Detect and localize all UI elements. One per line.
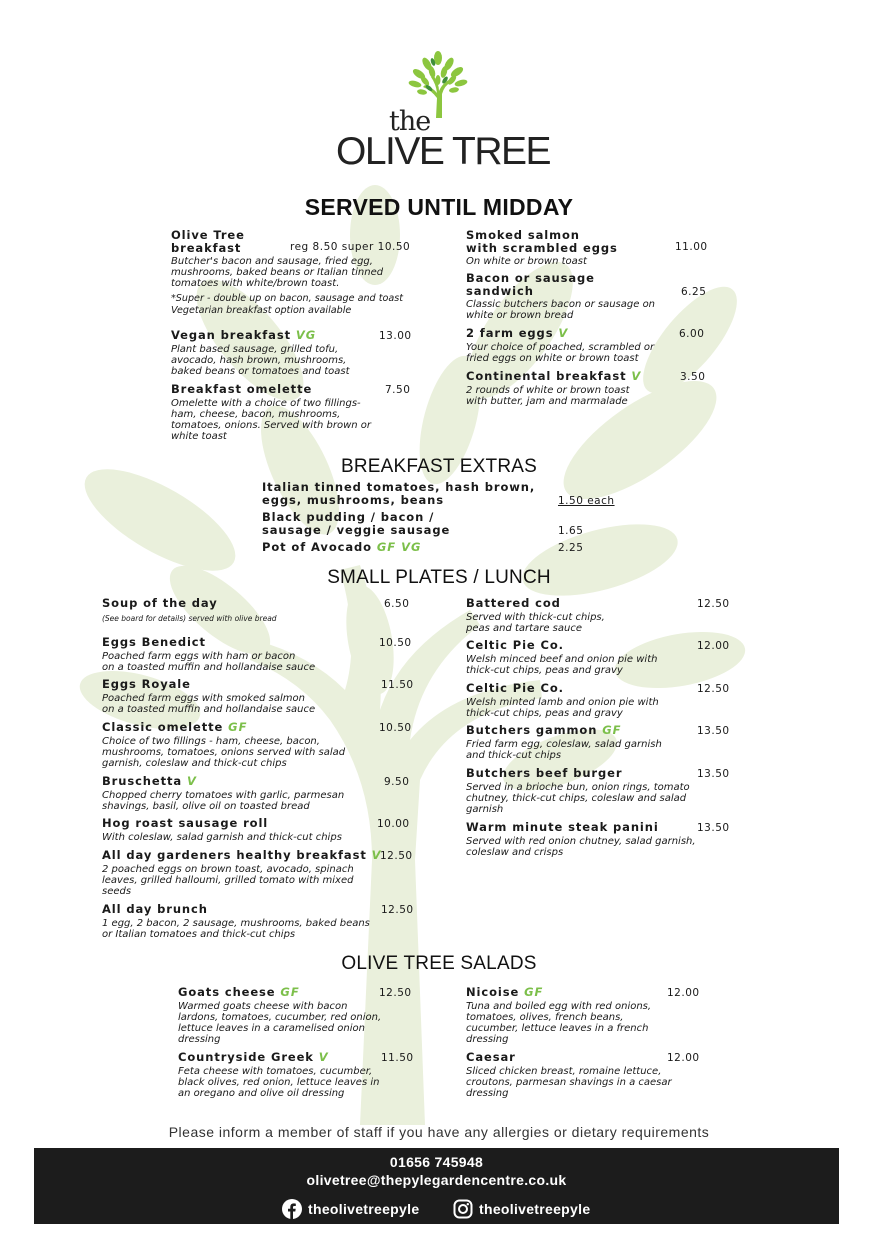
item-price: 6.50 xyxy=(384,598,410,610)
item-price: 10.00 xyxy=(377,818,410,830)
instagram-link[interactable] xyxy=(453,1198,590,1220)
heading-salads: OLIVE TREE SALADS xyxy=(341,953,537,974)
item-price: 11.00 xyxy=(675,241,708,253)
menu-item: Countryside Greek V Feta cheese with tomatoes, cucumber, black olives, red onion, lettuce leaves in an oregano and olive oil dressing xyxy=(178,1050,380,1099)
menu-item: Smoked salmon with scrambled eggs On white or brown toast xyxy=(466,228,618,267)
item-price: 12.50 xyxy=(380,850,413,862)
brand-logo xyxy=(333,50,551,174)
menu-item: Caesar Sliced chicken breast, romaine lettuce, croutons, parmesan shavings in a caesar dressing xyxy=(466,1050,672,1099)
diet-tag: V xyxy=(371,848,382,862)
item-price: 12.00 xyxy=(667,1052,700,1064)
email-address[interactable]: olivetree@thepylegardencentre.co.uk xyxy=(306,1172,567,1188)
diet-tag: V xyxy=(558,326,569,340)
item-price: 3.50 xyxy=(680,371,706,383)
brand-name: OLIVE TREE xyxy=(336,130,551,173)
item-price: 12.50 xyxy=(697,598,730,610)
menu-item: Bruschetta V Chopped cherry tomatoes with garlic, parmesan shavings, basil, olive oil on toasted bread xyxy=(102,774,345,812)
menu-item: Eggs Royale Poached farm eggs with smoked salmon on a toasted muffin and hollandaise sauce xyxy=(102,677,316,715)
diet-tag: GF xyxy=(228,720,248,734)
menu-item: Butchers gammon GF Fried farm egg, coleslaw, salad garnish and thick-cut chips xyxy=(466,723,662,761)
menu-item: All day brunch 1 egg, 2 bacon, 2 sausage, mushrooms, baked beans or Italian tomatoes and thick-cut chips xyxy=(102,902,370,940)
menu-item: Battered cod Served with thick-cut chips, peas and tartare sauce xyxy=(466,596,605,634)
extra-price: 1.50 each xyxy=(558,495,615,507)
diet-tag: GF VG xyxy=(376,540,422,554)
extra-item: Pot of Avocado GF VG xyxy=(262,540,422,554)
item-price: 13.50 xyxy=(697,725,730,737)
item-price: 11.50 xyxy=(381,1052,414,1064)
phone-number[interactable]: 01656 745948 xyxy=(389,1154,484,1170)
menu-item: Celtic Pie Co. Welsh minced beef and onion pie with thick-cut chips, peas and gravy xyxy=(466,638,658,676)
item-price: 12.00 xyxy=(697,640,730,652)
menu-item: Soup of the day (See board for details) served with olive bread xyxy=(102,596,277,623)
menu-item: Hog roast sausage roll With coleslaw, salad garnish and thick-cut chips xyxy=(102,816,342,843)
facebook-icon xyxy=(282,1199,302,1219)
item-price: 13.50 xyxy=(697,822,730,834)
extra-price: 1.65 xyxy=(558,525,584,537)
instagram-handle: theolivetreepyle xyxy=(479,1201,591,1217)
extra-item: Italian tinned tomatoes, hash brown, eggs, mushrooms, beans xyxy=(262,480,536,507)
facebook-handle: theolivetreepyle xyxy=(308,1201,420,1217)
item-price: 12.50 xyxy=(381,904,414,916)
item-price: 12.50 xyxy=(379,987,412,999)
diet-tag: GF xyxy=(524,985,544,999)
heading-breakfast-extras: BREAKFAST EXTRAS xyxy=(340,456,538,477)
menu-item: Eggs Benedict Poached farm eggs with ham or bacon on a toasted muffin and hollandaise sauce xyxy=(102,635,316,673)
menu-item: Continental breakfast V 2 rounds of white or brown toast with butter, jam and marmalade xyxy=(466,369,642,407)
item-price: 13.00 xyxy=(379,330,412,342)
item-price: 13.50 xyxy=(697,768,730,780)
item-price: 7.50 xyxy=(385,384,411,396)
diet-tag: V xyxy=(631,369,642,383)
menu-item: Vegan breakfast VG Plant based sausage, grilled tofu, avocado, hash brown, mushrooms, baked beans or tomatoes and toast xyxy=(171,328,350,377)
instagram-icon xyxy=(453,1199,473,1219)
item-price: reg 8.50 super 10.50 xyxy=(290,241,411,253)
item-price: 10.50 xyxy=(379,722,412,734)
menu-item: Classic omelette GF Choice of two fillings - ham, cheese, bacon, mushrooms, tomatoes, onions served with salad garnish, coleslaw and thick-cut chips xyxy=(102,720,346,769)
item-price: 10.50 xyxy=(379,637,412,649)
diet-tag: V xyxy=(186,774,197,788)
allergy-notice: Please inform a member of staff if you have any allergies or dietary requirements xyxy=(168,1124,710,1140)
diet-tag: GF xyxy=(602,723,622,737)
menu-item: Olive Tree breakfast Butcher's bacon and sausage, fried egg, mushrooms, baked beans or Italian tinned tomatoes with white/brown toast. *Super - double up on bacon, sausage and toast Vegetarian breakfast option available xyxy=(171,228,403,316)
item-price: 6.00 xyxy=(679,328,705,340)
item-price: 12.50 xyxy=(697,683,730,695)
item-price: 6.25 xyxy=(681,286,707,298)
diet-tag: V xyxy=(318,1050,329,1064)
menu-item: Breakfast omelette Omelette with a choice of two fillings- ham, cheese, bacon, mushrooms, tomatoes, onions. Served with brown or white toast xyxy=(171,382,372,442)
menu-item: Nicoise GF Tuna and boiled egg with red onions, tomatoes, olives, french beans, cucumber, lettuce leaves in a french dressing xyxy=(466,985,652,1045)
item-price: 9.50 xyxy=(384,776,410,788)
brand-the: the xyxy=(389,106,431,137)
diet-tag: VG xyxy=(295,328,317,342)
menu-item: Warm minute steak panini Served with red onion chutney, salad garnish, coleslaw and crisps xyxy=(466,820,696,858)
heading-served-until-midday: SERVED UNTIL MIDDAY xyxy=(304,194,574,220)
tree-logo-icon xyxy=(333,50,543,120)
contact-footer xyxy=(34,1148,839,1224)
menu-item: 2 farm eggs V Your choice of poached, scrambled or fried eggs on white or brown toast xyxy=(466,326,655,364)
menu-item: Bacon or sausage sandwich Classic butchers bacon or sausage on white or brown bread xyxy=(466,271,656,321)
menu-item: Goats cheese GF Warmed goats cheese with bacon lardons, tomatoes, cucumber, red onion, lettuce leaves in a caramelised onion dressing xyxy=(178,985,382,1045)
menu-item: Butchers beef burger Served in a brioche bun, onion rings, tomato chutney, thick-cut chips, coleslaw and salad garnish xyxy=(466,766,690,815)
extra-item: Black pudding / bacon / sausage / veggie sausage xyxy=(262,510,451,537)
menu-item: All day gardeners healthy breakfast V 2 poached eggs on brown toast, avocado, spinach leaves, grilled halloumi, grilled tomato with mixed seeds xyxy=(102,848,382,897)
diet-tag: GF xyxy=(280,985,300,999)
extra-price: 2.25 xyxy=(558,542,584,554)
item-price: 12.00 xyxy=(667,987,700,999)
heading-small-plates: SMALL PLATES / LUNCH xyxy=(327,567,551,588)
facebook-link[interactable] xyxy=(282,1198,419,1220)
item-price: 11.50 xyxy=(381,679,414,691)
menu-item: Celtic Pie Co. Welsh minted lamb and onion pie with thick-cut chips, peas and gravy xyxy=(466,681,659,719)
